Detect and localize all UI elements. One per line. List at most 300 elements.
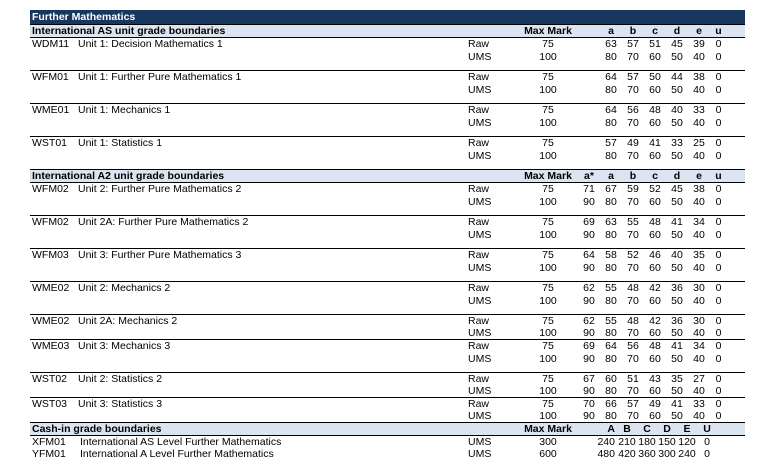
grade-value: 70 — [627, 327, 639, 339]
grade-value: 80 — [605, 84, 617, 96]
unit-title — [78, 327, 468, 339]
grade-value: 70 — [627, 410, 639, 422]
unit-title: Unit 2: Further Pure Mathematics 2 — [78, 183, 242, 195]
max-mark-value: 75 — [542, 249, 554, 261]
max-mark-header: Max Mark — [524, 170, 572, 182]
grade-value — [578, 38, 600, 51]
grade-value: 30 — [693, 315, 705, 327]
grade-value: 70 — [627, 51, 639, 63]
grade-value: 48 — [649, 340, 661, 352]
unit-title — [78, 385, 468, 397]
grade-value: 90 — [583, 410, 595, 422]
ums-row — [30, 84, 745, 97]
max-mark-value: 75 — [542, 137, 554, 149]
grade-value: 60 — [649, 410, 661, 422]
unit-code — [30, 385, 78, 397]
grade-value: 51 — [627, 373, 639, 385]
unit-code: WFM01 — [32, 71, 69, 83]
grade-value: 36 — [671, 315, 683, 327]
ums-row — [30, 229, 745, 242]
grade-value — [578, 84, 600, 97]
grade-value: 67 — [583, 373, 595, 385]
grade-value: 39 — [693, 38, 705, 50]
grade-value: 57 — [627, 38, 639, 50]
grade-value: 48 — [649, 216, 661, 228]
grade-header: D — [663, 423, 671, 435]
grade-value: 52 — [627, 249, 639, 261]
grade-value: 64 — [583, 249, 595, 261]
unit-group — [30, 248, 745, 275]
grade-value: 55 — [627, 216, 639, 228]
grade-value: 49 — [627, 137, 639, 149]
raw-row — [30, 397, 745, 410]
grade-value: 50 — [671, 295, 683, 307]
unit-code — [30, 229, 78, 242]
grade-value: 40 — [693, 410, 705, 422]
grade-value: 63 — [605, 216, 617, 228]
grade-value: 60 — [649, 262, 661, 274]
grade-value: 60 — [649, 196, 661, 208]
grade-value: 80 — [605, 327, 617, 339]
unit-code: WFM02 — [32, 216, 69, 228]
grade-value — [578, 137, 600, 150]
grade-value: 60 — [649, 353, 661, 365]
section-header — [30, 169, 745, 183]
grade-value: 36 — [671, 282, 683, 294]
ums-row — [30, 196, 745, 209]
cashin-row — [30, 436, 745, 448]
grade-value: 60 — [649, 117, 661, 129]
grade-value: 40 — [671, 249, 683, 261]
grade-value: 70 — [627, 229, 639, 241]
grade-value: 50 — [671, 51, 683, 63]
grade-value: 42 — [649, 315, 661, 327]
grade-value: 55 — [605, 282, 617, 294]
unit-code: WST02 — [32, 373, 68, 385]
raw-row — [30, 70, 745, 84]
grade-value: 50 — [671, 353, 683, 365]
grade-value: 57 — [605, 137, 617, 149]
unit-title: Unit 1: Further Pure Mathematics 1 — [78, 71, 242, 83]
max-mark-value: 75 — [542, 104, 554, 116]
grade-value: 0 — [715, 282, 722, 294]
mark-type: UMS — [468, 117, 492, 129]
grade-value: 0 — [715, 137, 722, 149]
grade-value: 25 — [693, 137, 705, 149]
grade-value: 50 — [671, 410, 683, 422]
grade-header: B — [623, 423, 631, 435]
grade-value: 0 — [715, 196, 722, 208]
grade-value: 0 — [715, 410, 722, 422]
grade-value: 70 — [627, 262, 639, 274]
unit-title: Unit 3: Further Pure Mathematics 3 — [78, 249, 242, 261]
grade-value: 60 — [649, 295, 661, 307]
grade-value: 90 — [583, 353, 595, 365]
unit-title — [78, 353, 468, 366]
raw-row — [30, 136, 745, 150]
unit-title: Unit 3: Mechanics 3 — [78, 340, 171, 352]
grade-value: 50 — [671, 117, 683, 129]
grade-value: 60 — [649, 84, 661, 96]
unit-group — [30, 314, 745, 339]
grade-value: 90 — [583, 327, 595, 339]
grade-header: a — [608, 25, 614, 37]
grade-value: 40 — [693, 353, 705, 365]
grade-value: 0 — [715, 353, 722, 365]
grade-value: 67 — [605, 183, 617, 195]
unit-code — [30, 327, 78, 339]
grade-value: 80 — [605, 385, 617, 397]
section-heading: International A2 unit grade boundaries — [32, 170, 225, 182]
max-mark-value: 75 — [542, 282, 554, 294]
grade-value: 50 — [671, 262, 683, 274]
grade-value: 0 — [715, 84, 722, 96]
unit-title: Unit 2A: Further Pure Mathematics 2 — [78, 216, 249, 228]
grade-value: 480 — [597, 448, 615, 460]
unit-group — [30, 215, 745, 242]
mark-type: UMS — [468, 448, 492, 460]
grade-value: 0 — [715, 385, 722, 397]
unit-code: WME03 — [32, 340, 70, 352]
unit-code — [30, 262, 78, 275]
grade-value: 50 — [671, 385, 683, 397]
max-mark-value: 75 — [542, 38, 554, 50]
grade-value: 48 — [649, 104, 661, 116]
grade-value: 69 — [583, 340, 595, 352]
max-mark-value: 100 — [539, 327, 557, 339]
max-mark-value: 75 — [542, 183, 554, 195]
mark-type: Raw — [468, 104, 490, 116]
section-heading: International AS unit grade boundaries — [32, 25, 226, 37]
grade-value: 64 — [605, 71, 617, 83]
grade-header: C — [643, 423, 651, 435]
grade-value: 90 — [583, 262, 595, 274]
unit-group — [30, 183, 745, 209]
grade-value: 60 — [605, 373, 617, 385]
grade-value: 80 — [605, 51, 617, 63]
max-mark-value: 100 — [539, 410, 557, 422]
grade-value: 52 — [649, 183, 661, 195]
grade-value: 70 — [627, 84, 639, 96]
grade-value: 120 — [678, 436, 696, 448]
grade-value: 150 — [658, 436, 676, 448]
max-mark-header: Max Mark — [524, 423, 572, 435]
grade-value: 0 — [715, 71, 722, 83]
unit-code — [30, 196, 78, 209]
unit-code — [30, 353, 78, 366]
mark-type: Raw — [468, 137, 490, 149]
max-mark-value: 600 — [539, 448, 557, 460]
ums-row — [30, 262, 745, 275]
grade-value: 420 — [618, 448, 636, 460]
grade-value: 210 — [618, 436, 636, 448]
grade-value — [578, 51, 600, 64]
mark-type: UMS — [468, 84, 492, 96]
grade-value: 0 — [715, 262, 722, 274]
raw-row — [30, 339, 745, 353]
unit-code: WME02 — [32, 315, 70, 327]
unit-title: Unit 2: Statistics 2 — [78, 373, 163, 385]
grade-header: c — [652, 170, 658, 182]
grade-value: 38 — [693, 183, 705, 195]
grade-value: 70 — [627, 295, 639, 307]
grade-value: 38 — [693, 71, 705, 83]
grade-value: 90 — [583, 229, 595, 241]
unit-group — [30, 397, 745, 422]
unit-title — [78, 117, 468, 130]
mark-type: Raw — [468, 373, 490, 385]
unit-code: WFM02 — [32, 183, 69, 195]
grade-value: 0 — [715, 104, 722, 116]
type-header-spacer — [468, 25, 518, 37]
unit-code — [30, 295, 78, 308]
mark-type: Raw — [468, 71, 490, 83]
grade-value: 0 — [715, 398, 722, 410]
mark-type: UMS — [468, 150, 492, 162]
grade-value: 80 — [605, 117, 617, 129]
mark-type: Raw — [468, 183, 490, 195]
mark-type: Raw — [468, 315, 490, 327]
grade-header — [578, 25, 600, 37]
grade-value: 70 — [627, 196, 639, 208]
unit-code: WST01 — [32, 137, 68, 149]
grade-value — [578, 150, 600, 163]
grade-value: 57 — [627, 398, 639, 410]
grade-value: 27 — [693, 373, 705, 385]
grade-value: 90 — [583, 295, 595, 307]
qualification-code: XFM01 — [32, 436, 66, 448]
mark-type: UMS — [468, 196, 492, 208]
grade-value: 70 — [627, 353, 639, 365]
max-mark-value: 75 — [542, 340, 554, 352]
max-mark-value: 100 — [539, 353, 557, 365]
max-mark-value: 100 — [539, 262, 557, 274]
cashin-row — [30, 448, 745, 460]
grade-value: 90 — [583, 385, 595, 397]
grade-value: 0 — [704, 436, 710, 448]
grade-value: 40 — [693, 84, 705, 96]
grade-value — [578, 117, 600, 130]
grade-header: e — [696, 25, 702, 37]
mark-type: UMS — [468, 51, 492, 63]
ums-row — [30, 117, 745, 130]
grade-value: 40 — [693, 295, 705, 307]
grade-value: 46 — [649, 249, 661, 261]
ums-row — [30, 410, 745, 422]
unit-title — [78, 150, 468, 163]
grade-value: 80 — [605, 353, 617, 365]
unit-title — [78, 229, 468, 242]
type-header-spacer — [468, 423, 518, 435]
subject-title: Further Mathematics — [30, 10, 745, 24]
grade-value: 33 — [693, 104, 705, 116]
raw-row — [30, 103, 745, 117]
type-header-spacer — [468, 170, 518, 182]
mark-type: UMS — [468, 385, 492, 397]
unit-group — [30, 70, 745, 97]
grade-value — [578, 104, 600, 117]
mark-type: UMS — [468, 262, 492, 274]
grade-value: 50 — [671, 84, 683, 96]
grade-value: 35 — [693, 249, 705, 261]
grade-value: 60 — [649, 229, 661, 241]
grade-value — [578, 71, 600, 84]
grade-value: 70 — [627, 150, 639, 162]
grade-value: 0 — [715, 51, 722, 63]
max-mark-value: 75 — [542, 71, 554, 83]
max-mark-value: 100 — [539, 229, 557, 241]
grade-value: 45 — [671, 183, 683, 195]
grade-value: 40 — [693, 150, 705, 162]
grade-value: 90 — [583, 196, 595, 208]
section-header — [30, 24, 745, 38]
grade-header: b — [629, 25, 637, 37]
mark-type: Raw — [468, 249, 490, 261]
mark-type: Raw — [468, 216, 490, 228]
grade-value: 60 — [649, 385, 661, 397]
grade-value: 59 — [627, 183, 639, 195]
unit-group — [30, 339, 745, 366]
unit-title: Unit 2A: Mechanics 2 — [78, 315, 178, 327]
max-mark-value: 100 — [539, 51, 557, 63]
grade-value: 64 — [605, 104, 617, 116]
grade-value: 40 — [693, 327, 705, 339]
raw-row — [30, 215, 745, 229]
mark-type: UMS — [468, 410, 492, 422]
grade-value: 56 — [627, 104, 639, 116]
unit-group — [30, 38, 745, 64]
grade-value: 80 — [605, 262, 617, 274]
qualification-code: YFM01 — [32, 448, 66, 460]
mark-type: UMS — [468, 295, 492, 307]
mark-type: UMS — [468, 327, 492, 339]
unit-title — [78, 84, 468, 97]
grade-header: E — [683, 423, 691, 435]
ums-row — [30, 295, 745, 308]
grade-value: 50 — [671, 150, 683, 162]
raw-row — [30, 38, 745, 51]
ums-row — [30, 150, 745, 163]
grade-value: 0 — [715, 183, 722, 195]
grade-value: 41 — [671, 340, 683, 352]
unit-title: Unit 1: Mechanics 1 — [78, 104, 171, 116]
grade-header: b — [629, 170, 637, 182]
grade-value: 71 — [583, 183, 595, 195]
grade-value: 0 — [715, 216, 722, 228]
grade-value: 80 — [605, 150, 617, 162]
raw-row — [30, 248, 745, 262]
unit-group — [30, 372, 745, 397]
grade-value: 60 — [649, 150, 661, 162]
unit-code: WST03 — [32, 398, 68, 410]
cashin-header — [30, 422, 745, 436]
max-mark-value: 75 — [542, 398, 554, 410]
unit-code — [30, 117, 78, 130]
grade-value: 80 — [605, 229, 617, 241]
unit-title: Unit 1: Decision Mathematics 1 — [78, 38, 223, 50]
unit-group — [30, 103, 745, 130]
unit-title — [78, 51, 468, 64]
unit-group — [30, 136, 745, 163]
grade-value: 0 — [715, 150, 722, 162]
unit-sections — [30, 24, 745, 422]
cashin-section — [30, 422, 745, 460]
raw-row — [30, 183, 745, 196]
grade-value: 48 — [627, 282, 639, 294]
unit-code: WFM03 — [32, 249, 69, 261]
grade-value: 40 — [693, 229, 705, 241]
grade-value: 55 — [605, 315, 617, 327]
grade-header: A — [607, 423, 615, 435]
unit-title — [78, 410, 468, 422]
grade-value: 33 — [693, 398, 705, 410]
grade-value: 40 — [693, 196, 705, 208]
grade-value: 0 — [715, 315, 722, 327]
grade-value: 30 — [693, 282, 705, 294]
grade-value: 33 — [671, 137, 683, 149]
grade-value: 41 — [671, 398, 683, 410]
unit-title — [78, 262, 468, 275]
grade-header: e — [696, 170, 702, 182]
grade-value: 0 — [715, 340, 722, 352]
max-mark-value: 100 — [539, 150, 557, 162]
grade-value: 62 — [583, 315, 595, 327]
grade-value: 56 — [627, 340, 639, 352]
grade-value: 70 — [583, 398, 595, 410]
unit-code: WME01 — [32, 104, 70, 116]
cashin-heading: Cash-in grade boundaries — [32, 423, 162, 435]
unit-code — [30, 84, 78, 97]
unit-group — [30, 281, 745, 308]
grade-header: d — [673, 170, 681, 182]
grade-value: 42 — [649, 282, 661, 294]
grade-value: 80 — [605, 295, 617, 307]
grade-value: 70 — [627, 117, 639, 129]
grade-value: 48 — [627, 315, 639, 327]
grade-value: 50 — [671, 196, 683, 208]
grade-value: 50 — [671, 229, 683, 241]
grade-value: 180 — [638, 436, 656, 448]
grade-value: 0 — [715, 229, 722, 241]
grade-value: 60 — [649, 327, 661, 339]
grade-value: 64 — [605, 340, 617, 352]
grade-header: U — [703, 423, 711, 435]
grade-value: 0 — [715, 38, 722, 50]
grade-boundaries-sheet — [30, 10, 745, 460]
ums-row — [30, 385, 745, 397]
unit-title: Unit 3: Statistics 3 — [78, 398, 163, 410]
mark-type: Raw — [468, 340, 490, 352]
grade-value: 0 — [715, 249, 722, 261]
grade-value: 66 — [605, 398, 617, 410]
max-mark-value: 300 — [539, 436, 557, 448]
grade-header: u — [715, 170, 722, 182]
max-mark-value: 75 — [542, 216, 554, 228]
grade-value: 0 — [715, 117, 722, 129]
max-mark-value: 100 — [539, 84, 557, 96]
mark-type: Raw — [468, 38, 490, 50]
grade-value: 0 — [704, 448, 710, 460]
grade-value: 40 — [671, 104, 683, 116]
grade-value: 70 — [627, 385, 639, 397]
unit-code: WME02 — [32, 282, 70, 294]
grade-header: a* — [584, 170, 594, 182]
grade-value: 62 — [583, 282, 595, 294]
grade-value: 43 — [649, 373, 661, 385]
unit-code — [30, 410, 78, 422]
ums-row — [30, 51, 745, 64]
grade-value: 40 — [693, 51, 705, 63]
